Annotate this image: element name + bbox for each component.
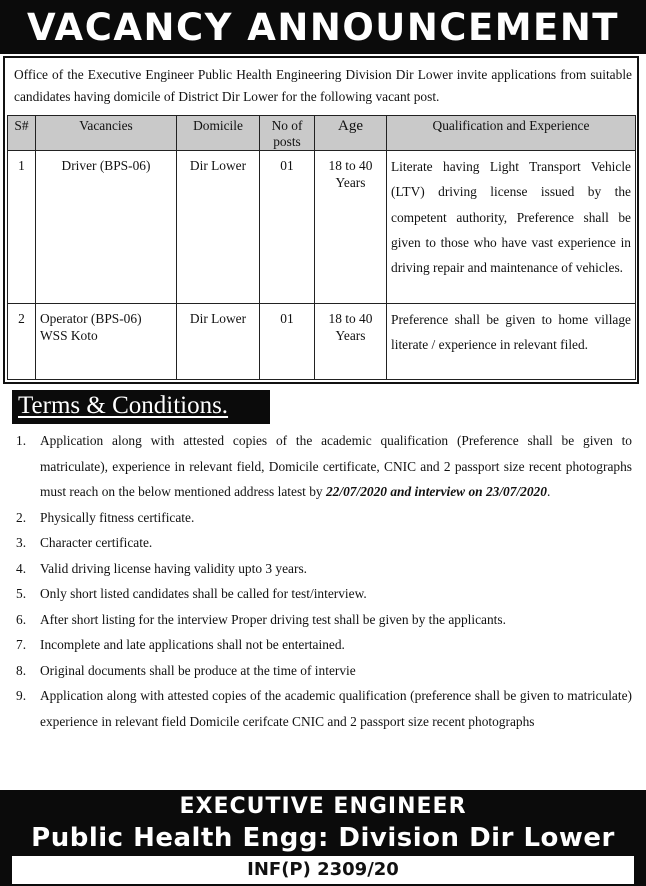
list-item — [12, 683, 632, 734]
term-number: 7. — [16, 637, 27, 652]
term-number: 2. — [16, 509, 27, 525]
term-text: Only short listed candidates shall be called for test/interview. — [40, 586, 367, 601]
header-age: Age — [315, 116, 387, 151]
list-item — [12, 581, 632, 607]
header-vacancies: Vacancies — [36, 116, 177, 151]
term-number: 4. — [16, 560, 27, 576]
cell-qualification: Literate having Light Transport Vehicle (LTV) driving license issued by the competent authority, Preference shall be given to those who have vast experience in driving repair and maintenance of vehicles. — [387, 151, 636, 304]
header-domicile: Domicile — [177, 116, 260, 151]
term-text: Original documents shall be produce at the time of intervie — [40, 662, 356, 678]
cell-age: 18 to 40 Years — [315, 151, 387, 304]
header-qualification: Qualification and Experience — [387, 116, 636, 151]
term-text: Valid driving license having validity upto 3 years. — [40, 560, 308, 576]
list-item — [12, 658, 632, 684]
page-title: VACANCY ANNOUNCEMENT — [0, 0, 646, 54]
term-text: Physically fitness certificate. — [40, 509, 195, 525]
header-posts: No of posts — [260, 116, 315, 151]
intro-paragraph: Office of the Executive Engineer Public Health Engineering Division Dir Lower invite applications from suitable candidates having domicile of District Dir Lower for the following vacant post. — [14, 67, 632, 104]
term-number: 5. — [16, 586, 27, 601]
footer — [0, 790, 646, 886]
term-text: Incomplete and late applications shall not be entertained. — [40, 637, 345, 652]
cell-domicile: Dir Lower — [177, 304, 260, 380]
list-item — [12, 505, 632, 531]
term-number: 3. — [16, 535, 27, 550]
term-number: 1. — [16, 433, 27, 448]
footer-department: Public Health Engg: Division Dir Lower — [31, 823, 615, 853]
header-sno: S# — [8, 116, 36, 151]
cell-sno: 2 — [8, 304, 36, 380]
cell-vacancy: Driver (BPS-06) — [36, 151, 177, 304]
cell-qualification: Preference shall be given to home village literate / experience in relevant filed. — [387, 304, 636, 380]
cell-posts: 01 — [260, 304, 315, 380]
term-number: 8. — [16, 662, 27, 678]
term-number: 9. — [16, 688, 27, 703]
list-item — [12, 428, 632, 505]
list-item — [12, 607, 632, 633]
table-row — [8, 304, 636, 380]
table-row — [8, 151, 636, 304]
term-text: After short listing for the interview Proper driving test shall be given by the applicants. — [40, 611, 506, 627]
cell-vacancy: Operator (BPS-06) WSS Koto — [36, 304, 177, 380]
terms-heading: Terms & Conditions. — [18, 392, 229, 419]
table-header-row — [8, 116, 636, 151]
cell-domicile: Dir Lower — [177, 151, 260, 304]
cell-posts: 01 — [260, 151, 315, 304]
term-suffix: . — [546, 484, 551, 499]
footer-reference: INF(P) 2309/20 — [12, 856, 634, 884]
footer-title: EXECUTIVE ENGINEER — [179, 794, 467, 819]
term-text: Application along with attested copies of the academic qualification (Preference shall be given to matriculate), experience in relevant field, Domicile certificate, CNIC and 2 passport size recent photographs must reach on the below mentioned address latest by — [40, 433, 632, 499]
list-item — [12, 556, 632, 582]
vacancy-table — [7, 115, 636, 380]
terms-list — [12, 428, 632, 734]
cell-sno: 1 — [8, 151, 36, 304]
term-text: Character certificate. — [40, 535, 153, 550]
term-number: 6. — [16, 611, 27, 627]
term-deadline: 22/07/2020 and interview on 23/07/2020 — [325, 484, 547, 499]
list-item — [12, 632, 632, 658]
cell-age: 18 to 40 Years — [315, 304, 387, 380]
term-text: Application along with attested copies of the academic qualification (preference shall be given to matriculate) experience in relevant field Domicile cerifcate CNIC and 2 passport size recent photographs — [40, 688, 632, 729]
list-item — [12, 530, 632, 556]
